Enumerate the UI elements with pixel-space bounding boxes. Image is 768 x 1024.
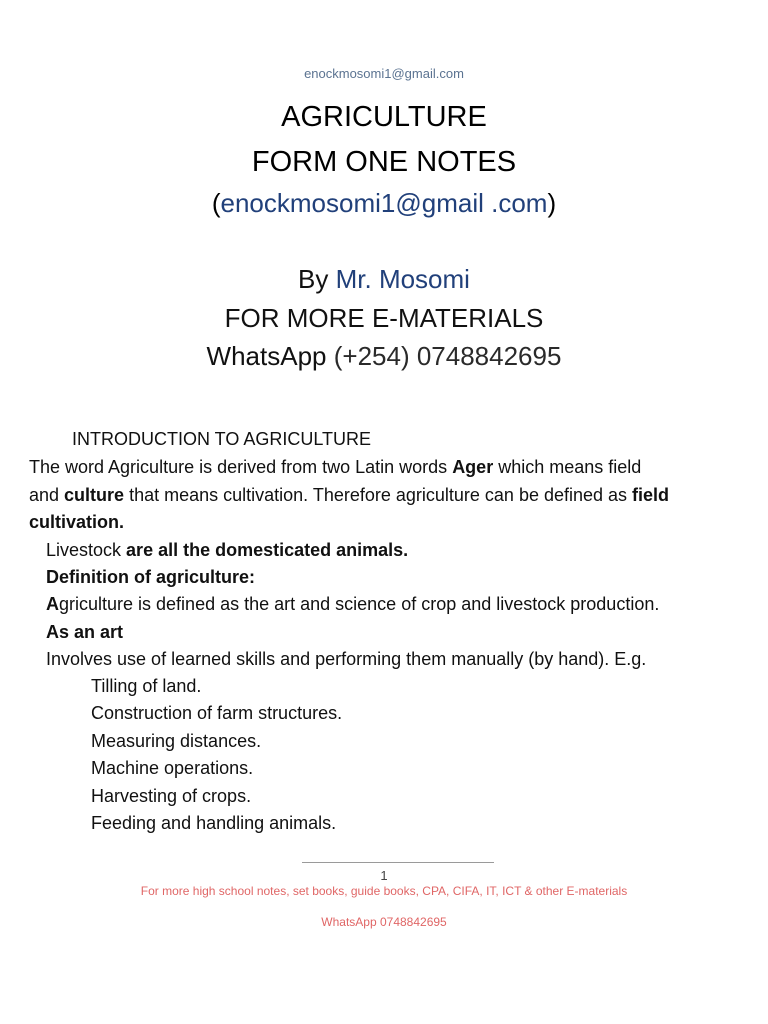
- list-item: Feeding and handling animals.: [91, 812, 337, 833]
- contact-email-line: [0, 188, 768, 219]
- art-list: [91, 675, 342, 839]
- footer-promo-line: For more high school notes, set books, guide books, CPA, CIFA, IT, ICT & other E-materials: [140, 884, 628, 898]
- list-item: Measuring distances.: [91, 730, 262, 751]
- whatsapp-label: WhatsApp: [206, 341, 327, 371]
- contact-email-link[interactable]: enockmosomi1@gmail .com: [220, 188, 548, 218]
- term-field: field: [632, 485, 670, 505]
- list-item: Construction of farm structures.: [91, 703, 343, 724]
- p2-text-a: and: [29, 485, 65, 505]
- livestock-term: Livestock: [46, 540, 127, 560]
- more-materials-line: FOR MORE E-MATERIALS: [224, 303, 544, 333]
- paren-close: ): [547, 188, 557, 218]
- section-heading: INTRODUCTION TO AGRICULTURE: [72, 429, 372, 449]
- whatsapp-line: [0, 341, 768, 372]
- footer-whatsapp-line: WhatsApp 0748842695: [321, 915, 447, 929]
- livestock-def: are all the domesticated animals.: [126, 540, 409, 560]
- paragraph-line-3: cultivation.: [29, 512, 125, 532]
- paren-open: (: [211, 188, 221, 218]
- page-number: 1: [380, 868, 388, 883]
- paragraph-line-2: [29, 484, 669, 506]
- definition-line: [46, 593, 659, 615]
- author-line: [0, 264, 768, 295]
- footer-divider: [302, 862, 494, 863]
- p2-text-b: that means cultivation. Therefore agriculture can be defined as: [124, 485, 633, 505]
- document-title-line1: AGRICULTURE: [281, 101, 487, 133]
- p1-text-b: which means field: [493, 457, 642, 477]
- whatsapp-number: (+254) 0748842695: [326, 341, 562, 371]
- by-prefix: By: [298, 264, 336, 294]
- term-ager: Ager: [452, 457, 494, 477]
- livestock-line: [46, 539, 408, 561]
- as-an-art-heading: As an art: [46, 622, 124, 642]
- drop-letter-a: A: [46, 594, 59, 614]
- art-intro: Involves use of learned skills and performing them manually (by hand). E.g.: [46, 649, 647, 669]
- header-email-small[interactable]: enockmosomi1@gmail.com: [304, 66, 464, 81]
- drop-letter-t: T: [29, 457, 40, 477]
- p1-text-a: he word Agriculture is derived from two Latin words: [40, 457, 453, 477]
- list-item: Tilling of land.: [91, 676, 202, 696]
- list-item: Machine operations.: [91, 758, 254, 779]
- definition-text: griculture is defined as the art and science of crop and livestock production.: [59, 594, 660, 614]
- definition-heading: Definition of agriculture:: [46, 567, 255, 587]
- list-item: Harvesting of crops.: [91, 785, 252, 806]
- author-name: Mr. Mosomi: [335, 264, 470, 294]
- document-title-line2: FORM ONE NOTES: [251, 146, 517, 178]
- term-culture: culture: [64, 485, 125, 505]
- paragraph-line-1: [29, 456, 641, 478]
